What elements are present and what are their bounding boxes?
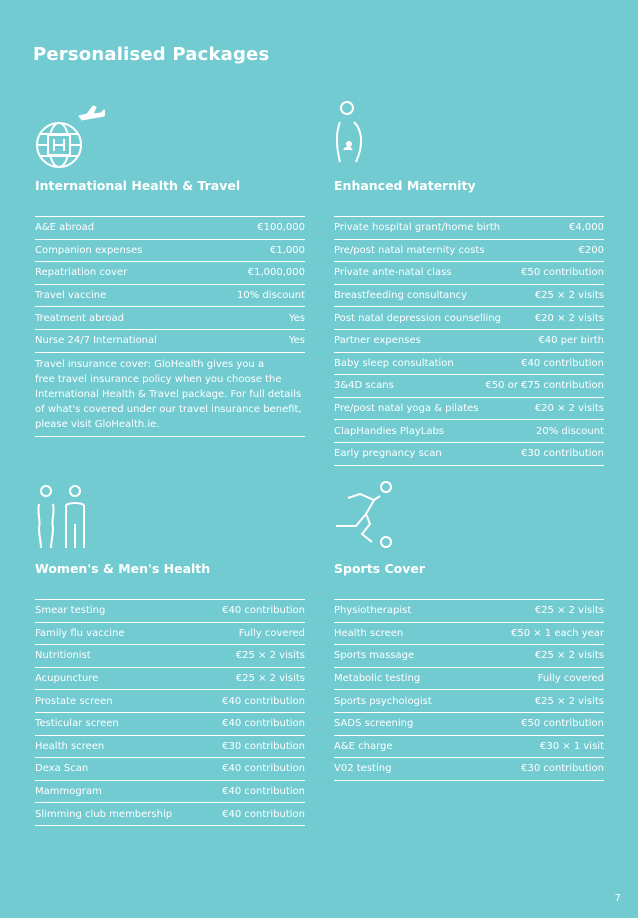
benefit-label: Dexa Scan: [35, 763, 89, 775]
benefit-value: €50 contribution: [521, 718, 604, 730]
table-row: [35, 803, 305, 826]
page-title: Personalised Packages: [33, 44, 270, 65]
table-row: [334, 307, 604, 330]
benefit-value: €25 × 2 visits: [534, 695, 604, 707]
note-line: International Health & Travel package. For full details: [35, 388, 302, 400]
benefit-label: A&E abroad: [35, 222, 95, 234]
benefit-value: €20 × 2 visits: [534, 312, 604, 324]
table-row: [35, 330, 305, 353]
travel-benefits-table: [35, 216, 305, 437]
benefit-label: Breastfeeding consultancy: [334, 290, 468, 302]
table-row: [334, 713, 604, 736]
benefit-value: Fully covered: [238, 627, 305, 639]
benefit-value: €25 × 2 visits: [235, 673, 305, 685]
table-row: [35, 285, 305, 308]
benefit-label: Post natal depression counselling: [334, 312, 501, 324]
benefit-label: Nutritionist: [35, 650, 91, 662]
benefit-label: Sports massage: [334, 650, 415, 662]
benefit-label: ClapHandies PlayLabs: [334, 425, 444, 437]
benefit-label: Prostate screen: [35, 695, 113, 707]
benefit-label: V02 testing: [334, 763, 392, 775]
section-title: Women's & Men's Health: [35, 561, 211, 576]
runner-ball-icon: [334, 480, 396, 552]
table-row: [334, 443, 604, 466]
benefit-label: Treatment abroad: [35, 312, 125, 324]
benefit-label: Pre/post natal maternity costs: [334, 244, 485, 256]
benefit-value: €40 contribution: [222, 786, 305, 798]
table-row: [35, 736, 305, 759]
travel-insurance-note: [35, 353, 305, 437]
table-row: [35, 758, 305, 781]
table-row: [334, 217, 604, 240]
benefit-label: Repatriation cover: [35, 267, 128, 279]
benefit-value: €30 contribution: [521, 763, 604, 775]
benefit-value: €1,000: [270, 244, 305, 256]
benefit-label: Mammogram: [35, 786, 102, 798]
benefit-label: Private ante-natal class: [334, 267, 452, 279]
benefit-value: €4,000: [569, 222, 604, 234]
maternity-benefits-table: [334, 216, 604, 466]
note-line: Travel insurance cover: GloHealth gives you a: [35, 358, 265, 370]
section-title: International Health & Travel: [35, 178, 241, 193]
benefit-value: €25 × 2 visits: [534, 650, 604, 662]
benefit-value: €30 contribution: [521, 448, 604, 460]
pregnant-woman-icon: [334, 100, 374, 170]
table-row: [35, 690, 305, 713]
table-row: [334, 240, 604, 263]
benefit-value: Fully covered: [537, 673, 604, 685]
benefit-value: €40 contribution: [222, 695, 305, 707]
benefit-label: Pre/post natal yoga & pilates: [334, 403, 479, 415]
benefit-value: 10% discount: [237, 290, 305, 302]
benefit-value: €50 or €75 contribution: [485, 380, 604, 392]
benefit-value: €40 contribution: [222, 605, 305, 617]
table-row: [35, 623, 305, 646]
table-row: [334, 330, 604, 353]
benefit-label: Early pregnancy scan: [334, 448, 442, 460]
table-row: [334, 420, 604, 443]
table-row: [35, 781, 305, 804]
page-number: 7: [614, 893, 621, 904]
benefit-label: Testicular screen: [35, 718, 119, 730]
benefit-value: €30 contribution: [222, 740, 305, 752]
benefit-value: €50 contribution: [521, 267, 604, 279]
benefit-label: Health screen: [35, 740, 105, 752]
benefit-label: Physiotherapist: [334, 605, 412, 617]
table-row: [334, 285, 604, 308]
benefit-value: €30 × 1 visit: [540, 740, 604, 752]
benefit-label: 3&4D scans: [334, 380, 394, 392]
benefit-value: €25 × 2 visits: [235, 650, 305, 662]
table-row: [35, 645, 305, 668]
benefit-label: Slimming club membership: [35, 808, 173, 820]
benefit-value: €40 contribution: [222, 718, 305, 730]
benefit-value: €20 × 2 visits: [534, 403, 604, 415]
table-row: [334, 375, 604, 398]
benefit-value: €40 contribution: [222, 808, 305, 820]
table-row: [35, 307, 305, 330]
benefit-label: Acupuncture: [35, 673, 99, 685]
note-line: of what's covered under our travel insurance benefit,: [35, 403, 302, 415]
benefit-value: €40 contribution: [222, 763, 305, 775]
benefit-label: SADS screening: [334, 718, 414, 730]
table-row: [35, 668, 305, 691]
benefit-value: €1,000,000: [247, 267, 305, 279]
table-row: [334, 398, 604, 421]
benefit-value: Yes: [288, 335, 305, 347]
womens-mens-benefits-table: [35, 599, 305, 826]
benefit-label: Private hospital grant/home birth: [334, 222, 501, 234]
table-row: [334, 668, 604, 691]
table-row: [334, 690, 604, 713]
benefit-label: Partner expenses: [334, 335, 421, 347]
table-row: [334, 736, 604, 759]
note-line: free travel insurance policy when you choose the: [35, 373, 282, 385]
benefit-label: Family flu vaccine: [35, 627, 125, 639]
woman-man-icon: [35, 484, 95, 550]
table-row: [35, 713, 305, 736]
table-row: [35, 217, 305, 240]
section-title: Enhanced Maternity: [334, 178, 476, 193]
table-row: [334, 623, 604, 646]
benefit-value: €25 × 2 visits: [534, 290, 604, 302]
benefit-value: 20% discount: [536, 425, 604, 437]
benefit-label: Metabolic testing: [334, 673, 421, 685]
section-title: Sports Cover: [334, 561, 426, 576]
table-row: [334, 645, 604, 668]
benefit-label: A&E charge: [334, 740, 393, 752]
benefit-label: Travel vaccine: [35, 290, 107, 302]
table-row: [35, 600, 305, 623]
benefit-value: €100,000: [257, 222, 305, 234]
benefit-label: Sports psychologist: [334, 695, 432, 707]
benefit-label: Baby sleep consultation: [334, 357, 454, 369]
benefit-value: €50 × 1 each year: [511, 627, 604, 639]
globe-plane-icon: [35, 100, 105, 172]
sports-benefits-table: [334, 599, 604, 781]
benefit-label: Companion expenses: [35, 244, 143, 256]
benefit-value: Yes: [288, 312, 305, 324]
table-row: [35, 262, 305, 285]
table-row: [334, 600, 604, 623]
benefit-value: €40 per birth: [538, 335, 604, 347]
benefit-value: €200: [578, 244, 604, 256]
table-row: [334, 262, 604, 285]
benefit-value: €25 × 2 visits: [534, 605, 604, 617]
benefit-value: €40 contribution: [521, 357, 604, 369]
table-row: [35, 240, 305, 263]
note-line: please visit GloHealth.ie.: [35, 418, 160, 430]
benefit-label: Nurse 24/7 International: [35, 335, 157, 347]
table-row: [334, 758, 604, 781]
benefit-label: Smear testing: [35, 605, 106, 617]
benefit-label: Health screen: [334, 627, 404, 639]
table-row: [334, 353, 604, 376]
